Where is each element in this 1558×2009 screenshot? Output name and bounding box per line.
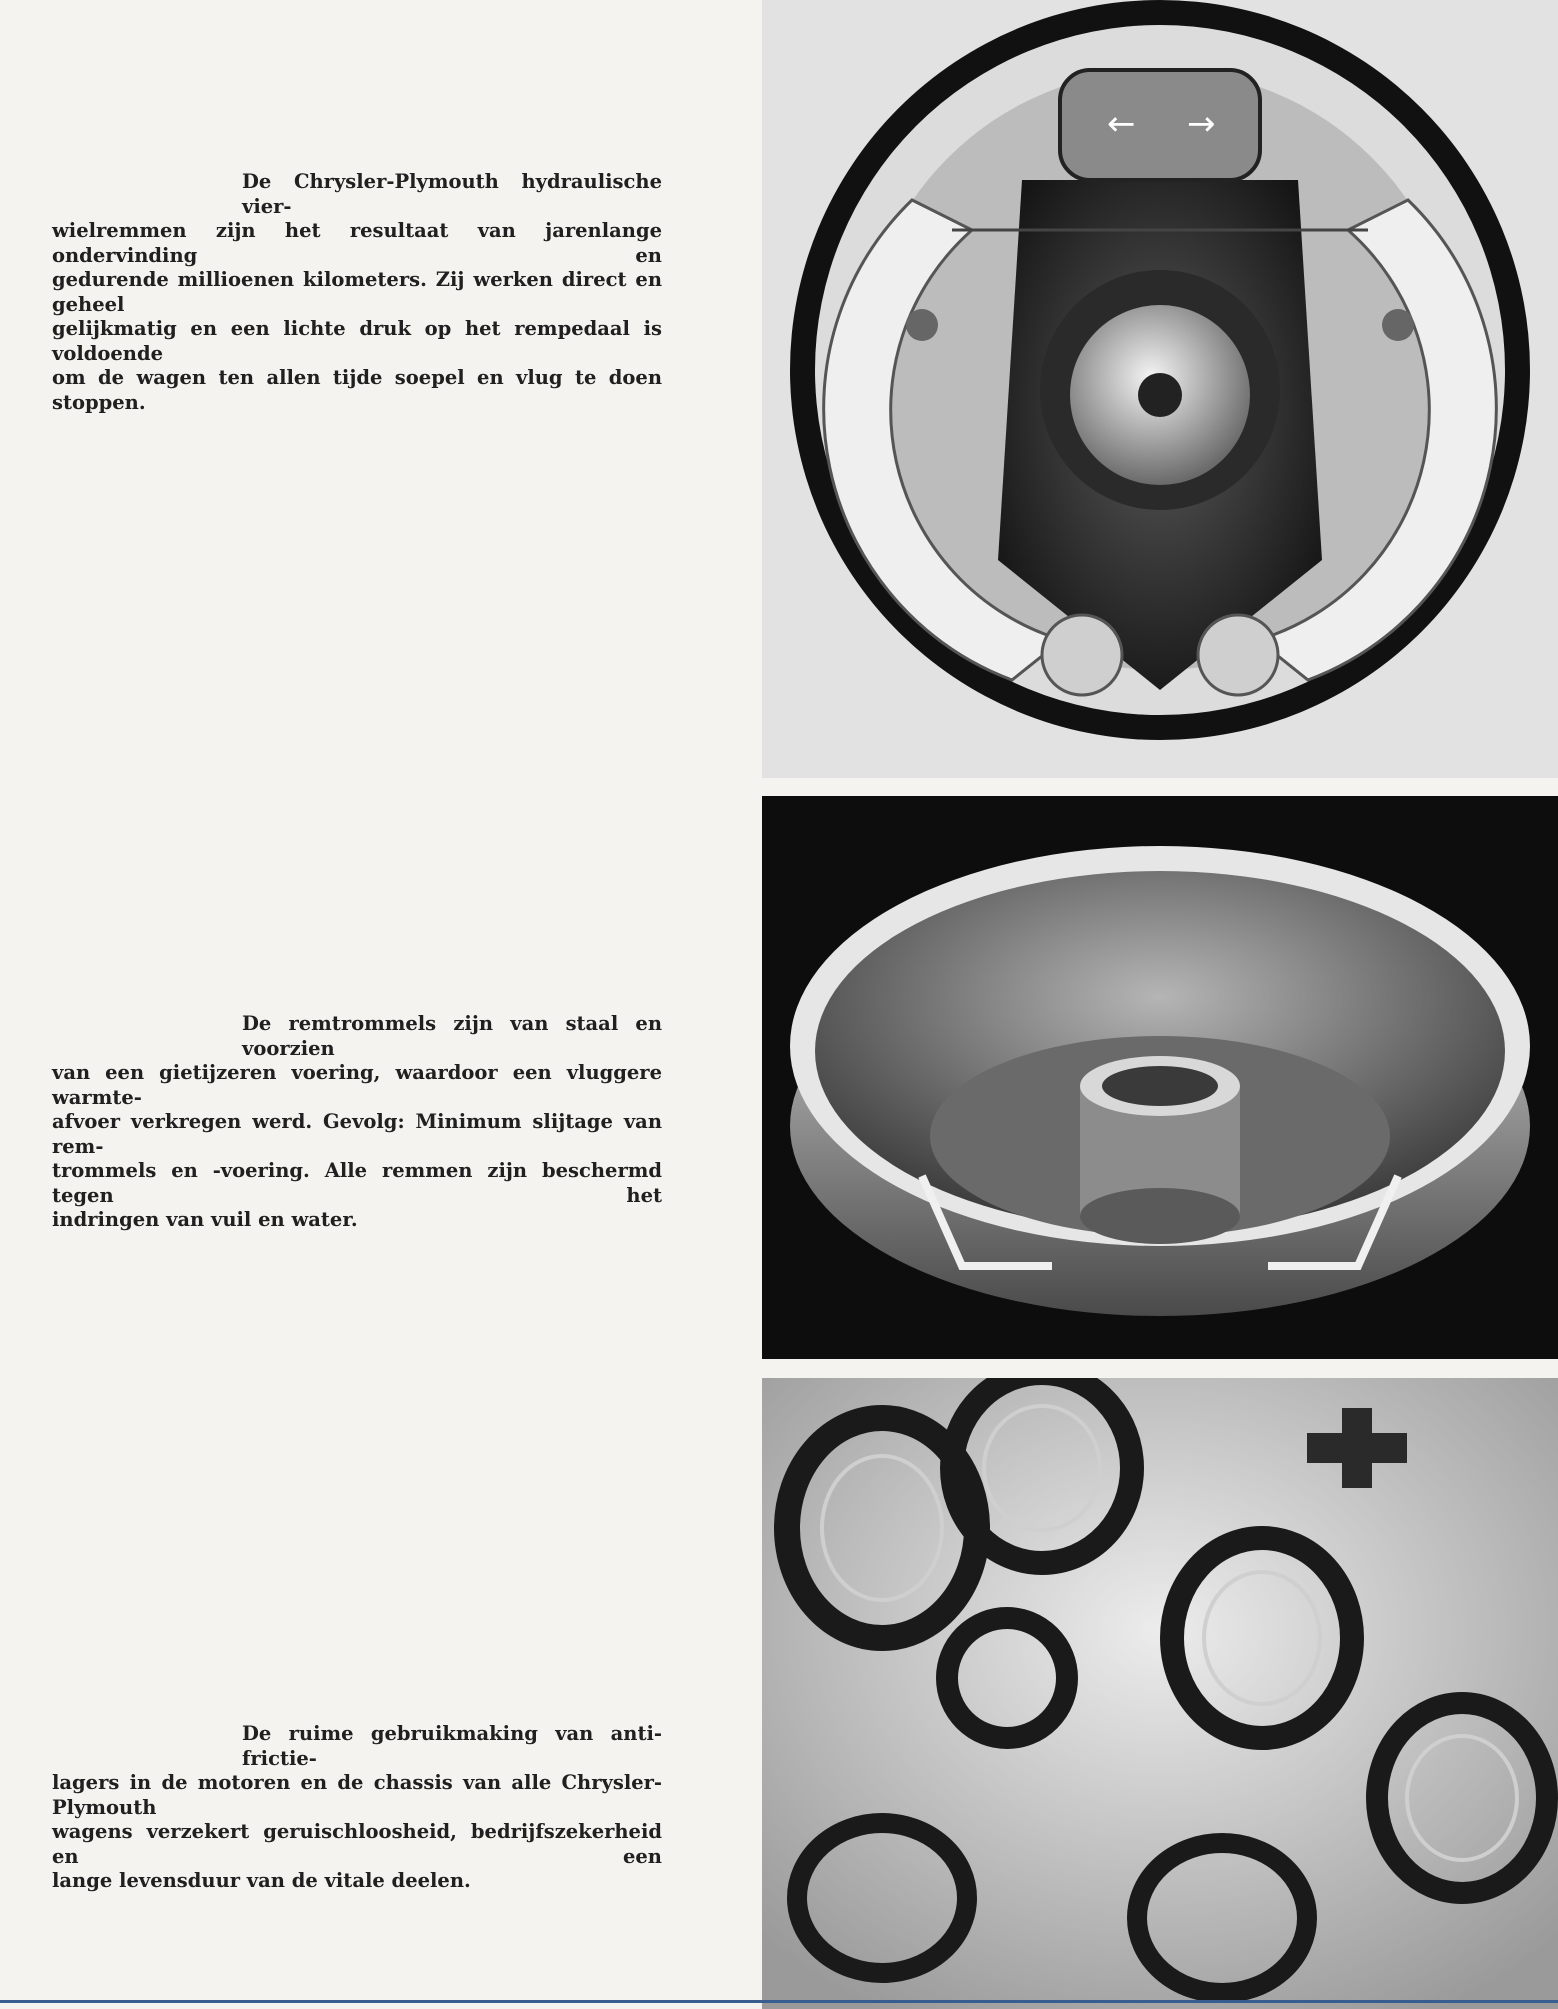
- bottom-rule: [0, 2000, 1558, 2003]
- bearings-photo: [762, 1378, 1558, 2009]
- text-line: De Chrysler-Plymouth hydraulische vier-: [242, 170, 662, 218]
- text-line: trommels en -voering. Alle remmen zijn beschermd tegen het: [52, 1159, 662, 1207]
- svg-text:→: →: [1187, 104, 1216, 144]
- text-line: De ruime gebruikmaking van anti-frictie-: [242, 1722, 662, 1770]
- bearings-illustration: [762, 1378, 1558, 2009]
- text-line: lagers in de motoren en de chassis van alle Chrysler-Plymouth: [52, 1771, 662, 1819]
- brake-drum-illustration: [762, 796, 1558, 1359]
- brakes-paragraph: [52, 170, 662, 415]
- text-line: wagens verzekert geruischloosheid, bedrijfszekerheid en een: [52, 1820, 662, 1868]
- svg-text:←: ←: [1107, 104, 1136, 144]
- text-line: De remtrommels zijn van staal en voorzien: [242, 1012, 662, 1060]
- brake-drum-photo: [762, 796, 1558, 1359]
- brake-assembly-illustration: [762, 0, 1558, 778]
- text-line: gelijkmatig en een lichte druk op het rempedaal is voldoende: [52, 317, 662, 365]
- text-line: wielremmen zijn het resultaat van jarenlange ondervinding en: [52, 219, 662, 267]
- text-line: om de wagen ten allen tijde soepel en vlug te doen stoppen.: [52, 366, 662, 414]
- text-line: indringen van vuil en water.: [52, 1208, 358, 1231]
- text-line: afvoer verkregen werd. Gevolg: Minimum slijtage van rem-: [52, 1110, 662, 1158]
- brake-assembly-photo: [762, 0, 1558, 778]
- drums-paragraph: [52, 1012, 662, 1233]
- text-line: lange levensduur van de vitale deelen.: [52, 1869, 471, 1892]
- text-line: gedurende millioenen kilometers. Zij werken direct en geheel: [52, 268, 662, 316]
- text-line: van een gietijzeren voering, waardoor een vluggere warmte-: [52, 1061, 662, 1109]
- bearings-paragraph: [52, 1722, 662, 1894]
